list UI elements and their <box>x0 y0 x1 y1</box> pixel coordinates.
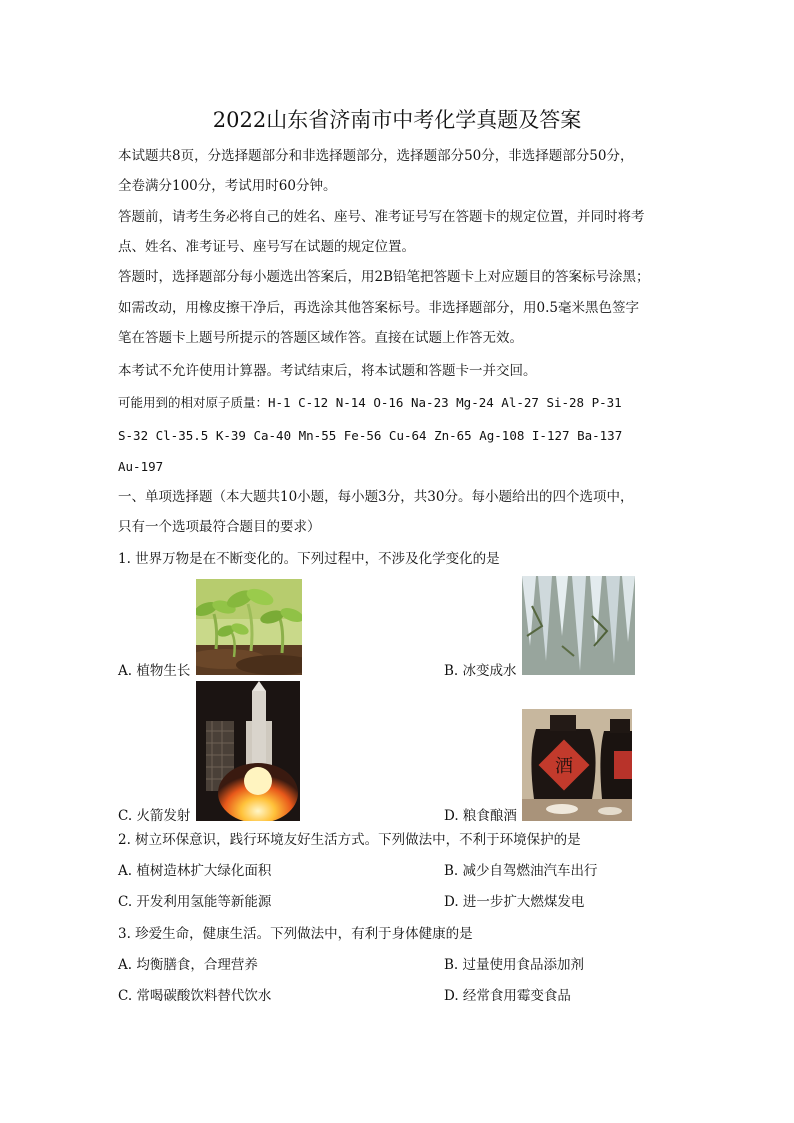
atomic-mass-line: Au-197 <box>118 459 164 474</box>
q2-option-a: A. 植树造林扩大绿化面积 <box>118 863 272 879</box>
q2-option-d: D. 进一步扩大燃煤发电 <box>444 894 585 910</box>
q1-option-d: D. 粮食酿酒 <box>444 808 517 824</box>
question-3-stem: 3. 珍爱生命，健康生活。下列做法中，有利于身体健康的是 <box>118 926 473 942</box>
jar-label-char: 酒 <box>555 756 573 777</box>
q1-option-b: B. 冰变成水 <box>444 663 517 679</box>
intro-line: 本考试不允许使用计算器。考试结束后，将本试题和答题卡一并交回。 <box>118 363 537 379</box>
intro-line: 如需改动，用橡皮擦干净后，再选涂其他答案标号。非选择题部分，用0.5毫米黑色签字 <box>118 300 639 316</box>
intro-line: 本试题共8页，分选择题部分和非选择题部分，选择题部分50分，非选择题部分50分， <box>118 148 634 164</box>
sprouts-image <box>196 579 302 675</box>
intro-line: 全卷满分100分，考试用时60分钟。 <box>118 178 337 194</box>
q3-option-c: C. 常喝碳酸饮料替代饮水 <box>118 988 272 1004</box>
q1-option-c: C. 火箭发射 <box>118 808 191 824</box>
question-2-stem: 2. 树立环保意识，践行环境友好生活方式。下列做法中，不利于环境保护的是 <box>118 832 581 848</box>
q3-option-d: D. 经常食用霉变食品 <box>444 988 571 1004</box>
q1-option-a: A. 植物生长 <box>118 663 191 679</box>
intro-line: 笔在答题卡上题号所提示的答题区域作答。直接在试题上作答无效。 <box>118 330 523 346</box>
rocket-launch-image <box>196 681 300 821</box>
icicles-image <box>522 576 635 675</box>
q3-option-b: B. 过量使用食品添加剂 <box>444 957 585 973</box>
atomic-mass-line: S-32 Cl-35.5 K-39 Ca-40 Mn-55 Fe-56 Cu-64 Zn-65 Ag-108 I-127 Ba-137 <box>118 428 623 443</box>
intro-line: 答题时，选择题部分每小题选出答案后，用2B铅笔把答题卡上对应题目的答案标号涂黑； <box>118 269 650 285</box>
q3-option-a: A. 均衡膳食，合理营养 <box>118 957 258 973</box>
intro-line: 点、姓名、准考证号、座号写在试题的规定位置。 <box>118 239 415 255</box>
page-title: 2022山东省济南市中考化学真题及答案 <box>212 108 582 132</box>
q2-option-c: C. 开发利用氢能等新能源 <box>118 894 272 910</box>
wine-jars-image <box>522 709 632 821</box>
section-heading: 一、单项选择题（本大题共10小题，每小题3分，共30分。每小题给出的四个选项中， <box>118 489 634 505</box>
section-heading: 只有一个选项最符合题目的要求） <box>118 519 321 535</box>
q2-option-b: B. 减少自驾燃油汽车出行 <box>444 863 598 879</box>
question-1-stem: 1. 世界万物是在不断变化的。下列过程中，不涉及化学变化的是 <box>118 551 500 567</box>
atomic-mass-line: 可能用到的相对原子质量：H-1 C-12 N-14 O-16 Na-23 Mg-24 Al-27 Si-28 P-31 <box>118 395 622 410</box>
intro-line: 答题前，请考生务必将自己的姓名、座号、准考证号写在答题卡的规定位置，并同时将考 <box>118 209 645 225</box>
